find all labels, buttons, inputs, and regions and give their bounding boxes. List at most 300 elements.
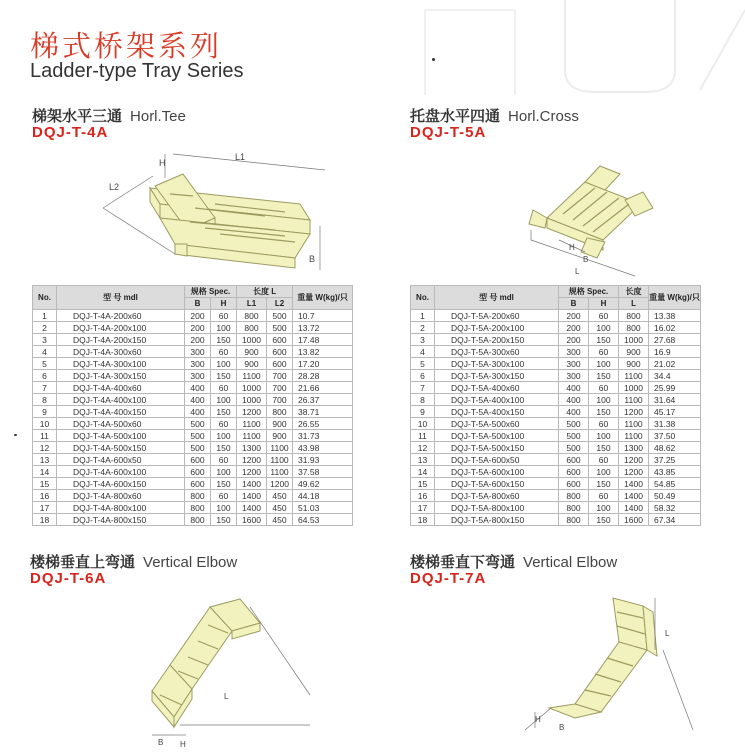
cell-h: 100 — [211, 322, 237, 334]
cell-model: DQJ-T-4A-200x60 — [57, 310, 185, 322]
cell-model: DQJ-T-4A-300x150 — [57, 370, 185, 382]
cell-l: 900 — [619, 346, 649, 358]
cell-no: 9 — [33, 406, 57, 418]
col-header-weight: 重量 W(kg)/只 — [649, 286, 701, 310]
table-row — [411, 358, 701, 370]
cell-h: 60 — [211, 382, 237, 394]
tee-diagram — [95, 148, 335, 280]
table-row — [33, 322, 353, 334]
cell-l: 1400 — [619, 478, 649, 490]
table-row — [411, 334, 701, 346]
cell-b: 400 — [559, 406, 589, 418]
cell-l2: 1100 — [267, 442, 293, 454]
cell-no: 11 — [411, 430, 435, 442]
cell-model: DQJ-T-5A-500x60 — [435, 418, 559, 430]
cell-b: 400 — [185, 382, 211, 394]
dim-label-b: B — [559, 723, 565, 732]
col-header-spec: 规格 Spec. — [185, 286, 237, 298]
table-row — [33, 334, 353, 346]
cell-b: 800 — [559, 514, 589, 526]
cell-b: 800 — [185, 490, 211, 502]
cell-b: 500 — [185, 442, 211, 454]
dim-label-b: B — [583, 255, 589, 264]
section-title-cn: 托盘水平四通 — [410, 107, 501, 125]
cell-weight: 16.9 — [649, 346, 701, 358]
cell-l: 1100 — [619, 370, 649, 382]
cell-no: 1 — [411, 310, 435, 322]
decorative-dot — [14, 434, 17, 436]
cell-weight: 50.49 — [649, 490, 701, 502]
cell-weight: 26.55 — [293, 418, 353, 430]
table-row — [33, 418, 353, 430]
cell-weight: 27.68 — [649, 334, 701, 346]
cell-h: 150 — [589, 478, 619, 490]
cell-no: 16 — [411, 490, 435, 502]
cell-l2: 600 — [267, 346, 293, 358]
cell-model: DQJ-T-5A-800x60 — [435, 490, 559, 502]
cell-h: 150 — [589, 370, 619, 382]
dim-label-l: L — [224, 692, 229, 701]
cell-b: 600 — [185, 478, 211, 490]
cell-h: 150 — [589, 514, 619, 526]
cell-b: 200 — [559, 334, 589, 346]
cell-l2: 450 — [267, 490, 293, 502]
dim-label-h: H — [535, 715, 541, 724]
cell-l1: 1000 — [237, 394, 267, 406]
table-row — [411, 442, 701, 454]
table-row — [411, 514, 701, 526]
cell-model: DQJ-T-5A-400x150 — [435, 406, 559, 418]
cell-weight: 17.48 — [293, 334, 353, 346]
table-row — [33, 358, 353, 370]
table-row — [411, 502, 701, 514]
cell-l1: 1100 — [237, 370, 267, 382]
cell-no: 7 — [411, 382, 435, 394]
col-header-h: H — [589, 298, 619, 310]
table-row — [33, 490, 353, 502]
cell-model: DQJ-T-4A-400x60 — [57, 382, 185, 394]
cell-l2: 450 — [267, 514, 293, 526]
table-row — [33, 478, 353, 490]
dim-label-l: L — [665, 629, 670, 638]
cell-no: 4 — [33, 346, 57, 358]
table-row — [33, 466, 353, 478]
table-row — [33, 430, 353, 442]
cell-weight: 25.99 — [649, 382, 701, 394]
cell-h: 60 — [589, 310, 619, 322]
cell-b: 400 — [559, 394, 589, 406]
cell-weight: 44.18 — [293, 490, 353, 502]
table-row — [411, 322, 701, 334]
cell-l: 1200 — [619, 466, 649, 478]
table-row — [33, 310, 353, 322]
cell-weight: 31.73 — [293, 430, 353, 442]
cell-l: 800 — [619, 310, 649, 322]
cell-b: 800 — [559, 490, 589, 502]
cell-l1: 1200 — [237, 466, 267, 478]
cell-h: 150 — [589, 406, 619, 418]
cell-no: 14 — [33, 466, 57, 478]
cell-h: 100 — [211, 430, 237, 442]
cell-model: DQJ-T-4A-200x100 — [57, 322, 185, 334]
cell-l: 900 — [619, 358, 649, 370]
cell-b: 400 — [559, 382, 589, 394]
dim-label-h: H — [180, 740, 186, 749]
table-row — [33, 370, 353, 382]
cell-model: DQJ-T-5A-800x100 — [435, 502, 559, 514]
cell-b: 200 — [185, 334, 211, 346]
product-code: DQJ-T-4A — [32, 124, 109, 141]
cell-no: 17 — [33, 502, 57, 514]
cell-l2: 500 — [267, 322, 293, 334]
cell-b: 600 — [559, 454, 589, 466]
cell-l2: 500 — [267, 310, 293, 322]
cell-b: 800 — [559, 502, 589, 514]
cell-h: 60 — [211, 310, 237, 322]
cell-model: DQJ-T-4A-600x50 — [57, 454, 185, 466]
cell-model: DQJ-T-5A-300x100 — [435, 358, 559, 370]
cell-model: DQJ-T-5A-200x60 — [435, 310, 559, 322]
cell-l: 1100 — [619, 430, 649, 442]
cell-no: 11 — [33, 430, 57, 442]
cross-diagram — [525, 160, 660, 278]
cell-l2: 700 — [267, 370, 293, 382]
cell-weight: 48.62 — [649, 442, 701, 454]
dim-label-h: H — [569, 243, 575, 252]
cell-model: DQJ-T-4A-500x100 — [57, 430, 185, 442]
cell-l1: 1400 — [237, 502, 267, 514]
cell-h: 150 — [589, 442, 619, 454]
col-header-l1: L1 — [237, 298, 267, 310]
cell-weight: 51.03 — [293, 502, 353, 514]
cell-b: 200 — [185, 310, 211, 322]
cell-l2: 700 — [267, 382, 293, 394]
col-header-no: No. — [411, 286, 435, 310]
cell-l2: 450 — [267, 502, 293, 514]
cell-l2: 1100 — [267, 466, 293, 478]
cell-no: 13 — [33, 454, 57, 466]
section-heading — [30, 551, 237, 572]
cell-l1: 1400 — [237, 490, 267, 502]
cell-no: 15 — [33, 478, 57, 490]
cell-l2: 900 — [267, 430, 293, 442]
cell-l2: 800 — [267, 406, 293, 418]
cell-weight: 45.17 — [649, 406, 701, 418]
cell-no: 12 — [33, 442, 57, 454]
dim-label-b: B — [158, 738, 164, 747]
cell-b: 500 — [559, 418, 589, 430]
section-title-cn: 楼梯垂直上弯通 — [30, 553, 136, 571]
cell-h: 60 — [211, 490, 237, 502]
cell-no: 4 — [411, 346, 435, 358]
cell-model: DQJ-T-5A-500x150 — [435, 442, 559, 454]
table-body — [33, 310, 353, 526]
cell-h: 150 — [211, 478, 237, 490]
section-heading — [32, 105, 186, 126]
cell-no: 10 — [411, 418, 435, 430]
spec-table-cross — [410, 285, 701, 526]
cell-l: 1200 — [619, 406, 649, 418]
cell-l: 800 — [619, 322, 649, 334]
cell-weight: 31.93 — [293, 454, 353, 466]
cell-b: 800 — [185, 502, 211, 514]
cell-model: DQJ-T-4A-800x60 — [57, 490, 185, 502]
cell-model: DQJ-T-5A-600x50 — [435, 454, 559, 466]
cell-l1: 1400 — [237, 478, 267, 490]
spec-table-tee — [32, 285, 353, 526]
cell-no: 6 — [33, 370, 57, 382]
cell-l1: 1600 — [237, 514, 267, 526]
cell-h: 100 — [589, 430, 619, 442]
col-header-length: 长度 — [619, 286, 649, 298]
cell-b: 500 — [185, 418, 211, 430]
table-row — [411, 406, 701, 418]
cell-weight: 37.50 — [649, 430, 701, 442]
table-row — [411, 346, 701, 358]
cell-l: 1100 — [619, 394, 649, 406]
cell-l1: 1300 — [237, 442, 267, 454]
cell-l: 1400 — [619, 490, 649, 502]
cell-h: 150 — [211, 514, 237, 526]
col-header-length: 长度 L — [237, 286, 293, 298]
cell-l1: 1200 — [237, 454, 267, 466]
cell-h: 100 — [211, 466, 237, 478]
page-title-cn: 梯式桥架系列 — [30, 29, 223, 63]
cell-h: 150 — [211, 442, 237, 454]
dim-label-l1: L1 — [235, 152, 246, 162]
cell-weight: 58.32 — [649, 502, 701, 514]
vertical-elbow-up-diagram — [140, 595, 320, 753]
cell-b: 500 — [185, 430, 211, 442]
cell-no: 1 — [33, 310, 57, 322]
cell-l2: 1200 — [267, 478, 293, 490]
cell-weight: 17.20 — [293, 358, 353, 370]
cell-h: 60 — [589, 382, 619, 394]
table-row — [33, 346, 353, 358]
cell-no: 13 — [411, 454, 435, 466]
table-row — [33, 502, 353, 514]
table-row — [411, 382, 701, 394]
cell-no: 2 — [33, 322, 57, 334]
cell-model: DQJ-T-5A-800x150 — [435, 514, 559, 526]
cell-weight: 31.38 — [649, 418, 701, 430]
cell-b: 800 — [185, 514, 211, 526]
cell-weight: 21.66 — [293, 382, 353, 394]
cell-weight: 13.72 — [293, 322, 353, 334]
table-row — [411, 430, 701, 442]
cell-b: 300 — [185, 346, 211, 358]
cell-h: 150 — [589, 334, 619, 346]
cell-model: DQJ-T-4A-500x60 — [57, 418, 185, 430]
cell-h: 150 — [211, 406, 237, 418]
cell-l: 1000 — [619, 382, 649, 394]
cell-no: 2 — [411, 322, 435, 334]
cell-model: DQJ-T-4A-600x100 — [57, 466, 185, 478]
cell-h: 100 — [211, 502, 237, 514]
cell-model: DQJ-T-5A-500x100 — [435, 430, 559, 442]
cell-model: DQJ-T-5A-600x100 — [435, 466, 559, 478]
cell-weight: 49.62 — [293, 478, 353, 490]
cell-b: 600 — [559, 466, 589, 478]
cell-model: DQJ-T-5A-200x100 — [435, 322, 559, 334]
page-title-en: Ladder-type Tray Series — [30, 60, 244, 82]
cell-l1: 1200 — [237, 406, 267, 418]
cell-b: 300 — [185, 358, 211, 370]
cell-model: DQJ-T-4A-500x150 — [57, 442, 185, 454]
col-header-no: No. — [33, 286, 57, 310]
cell-b: 400 — [185, 394, 211, 406]
section-title-en: Vertical Elbow — [143, 554, 238, 571]
cell-weight: 13.38 — [649, 310, 701, 322]
cell-b: 600 — [559, 478, 589, 490]
cell-model: DQJ-T-5A-300x150 — [435, 370, 559, 382]
table-row — [33, 442, 353, 454]
cell-no: 14 — [411, 466, 435, 478]
cell-no: 7 — [33, 382, 57, 394]
cell-l1: 800 — [237, 310, 267, 322]
col-header-weight: 重量 W(kg)/只 — [293, 286, 353, 310]
cell-l1: 800 — [237, 322, 267, 334]
decorative-dot — [432, 58, 435, 61]
cell-b: 500 — [559, 430, 589, 442]
cell-h: 100 — [589, 322, 619, 334]
cell-h: 60 — [211, 418, 237, 430]
cell-h: 60 — [589, 490, 619, 502]
cell-l1: 900 — [237, 358, 267, 370]
section-heading — [410, 105, 579, 126]
cell-weight: 10.7 — [293, 310, 353, 322]
cell-model: DQJ-T-4A-400x100 — [57, 394, 185, 406]
cell-b: 400 — [185, 406, 211, 418]
cell-h: 60 — [211, 454, 237, 466]
col-header-l: L — [619, 298, 649, 310]
table-row — [411, 394, 701, 406]
cell-l1: 1000 — [237, 382, 267, 394]
cell-no: 15 — [411, 478, 435, 490]
dim-label-h: H — [159, 158, 166, 168]
cell-no: 9 — [411, 406, 435, 418]
cell-h: 60 — [589, 454, 619, 466]
cell-l: 1200 — [619, 454, 649, 466]
cell-model: DQJ-T-5A-600x150 — [435, 478, 559, 490]
table-row — [33, 382, 353, 394]
cell-h: 100 — [589, 466, 619, 478]
col-header-h: H — [211, 298, 237, 310]
cell-model: DQJ-T-4A-600x150 — [57, 478, 185, 490]
section-title-cn: 楼梯垂直下弯通 — [410, 553, 516, 571]
cell-b: 200 — [559, 310, 589, 322]
cell-l1: 1100 — [237, 430, 267, 442]
cell-weight: 34.4 — [649, 370, 701, 382]
cell-no: 8 — [411, 394, 435, 406]
cell-weight: 13.82 — [293, 346, 353, 358]
cell-model: DQJ-T-5A-300x60 — [435, 346, 559, 358]
cell-l2: 900 — [267, 418, 293, 430]
cell-weight: 16.02 — [649, 322, 701, 334]
cell-no: 6 — [411, 370, 435, 382]
cell-weight: 37.58 — [293, 466, 353, 478]
cell-b: 300 — [185, 370, 211, 382]
cell-l2: 1100 — [267, 454, 293, 466]
cell-l2: 700 — [267, 394, 293, 406]
background-watermark — [395, 0, 745, 95]
cell-l: 1400 — [619, 502, 649, 514]
dim-label-l2: L2 — [109, 182, 120, 192]
cell-b: 600 — [185, 454, 211, 466]
vertical-elbow-down-diagram — [525, 590, 695, 752]
section-title-en: Horl.Tee — [130, 108, 186, 125]
cell-no: 12 — [411, 442, 435, 454]
cell-b: 600 — [185, 466, 211, 478]
cell-weight: 38.71 — [293, 406, 353, 418]
cell-no: 18 — [411, 514, 435, 526]
col-header-spec: 规格 Spec. — [559, 286, 619, 298]
cell-no: 16 — [33, 490, 57, 502]
table-body — [411, 310, 701, 526]
cell-model: DQJ-T-4A-400x150 — [57, 406, 185, 418]
col-header-model: 型 号 mdl — [435, 286, 559, 310]
cell-b: 300 — [559, 346, 589, 358]
cell-h: 60 — [589, 346, 619, 358]
cell-h: 100 — [589, 394, 619, 406]
cell-l1: 1000 — [237, 334, 267, 346]
cell-b: 200 — [559, 322, 589, 334]
cell-h: 100 — [589, 502, 619, 514]
table-row — [411, 418, 701, 430]
table-row — [33, 514, 353, 526]
cell-no: 10 — [33, 418, 57, 430]
cell-weight: 43.85 — [649, 466, 701, 478]
cell-weight: 64.53 — [293, 514, 353, 526]
dim-label-l: L — [575, 267, 580, 276]
col-header-model: 型 号 mdl — [57, 286, 185, 310]
cell-no: 3 — [33, 334, 57, 346]
table-row — [411, 466, 701, 478]
table-row — [411, 490, 701, 502]
cell-b: 300 — [559, 358, 589, 370]
cell-weight: 54.85 — [649, 478, 701, 490]
table-row — [33, 394, 353, 406]
cell-model: DQJ-T-4A-300x100 — [57, 358, 185, 370]
cell-h: 150 — [211, 370, 237, 382]
cell-no: 3 — [411, 334, 435, 346]
cell-model: DQJ-T-4A-800x150 — [57, 514, 185, 526]
section-heading — [410, 551, 617, 572]
cell-weight: 21.02 — [649, 358, 701, 370]
cell-model: DQJ-T-4A-800x100 — [57, 502, 185, 514]
cell-weight: 37.25 — [649, 454, 701, 466]
col-header-l2: L2 — [267, 298, 293, 310]
product-code: DQJ-T-5A — [410, 124, 487, 141]
cell-no: 17 — [411, 502, 435, 514]
cell-no: 5 — [411, 358, 435, 370]
product-code: DQJ-T-7A — [410, 570, 487, 587]
cell-h: 100 — [589, 358, 619, 370]
cell-model: DQJ-T-4A-300x60 — [57, 346, 185, 358]
cell-h: 100 — [211, 394, 237, 406]
cell-l: 1600 — [619, 514, 649, 526]
cell-no: 5 — [33, 358, 57, 370]
cell-l2: 600 — [267, 334, 293, 346]
cell-b: 300 — [559, 370, 589, 382]
cell-model: DQJ-T-5A-200x150 — [435, 334, 559, 346]
cell-no: 8 — [33, 394, 57, 406]
cell-b: 500 — [559, 442, 589, 454]
cell-h: 60 — [589, 418, 619, 430]
product-code: DQJ-T-6A — [30, 570, 107, 587]
section-title-en: Vertical Elbow — [523, 554, 618, 571]
cell-weight: 28.28 — [293, 370, 353, 382]
